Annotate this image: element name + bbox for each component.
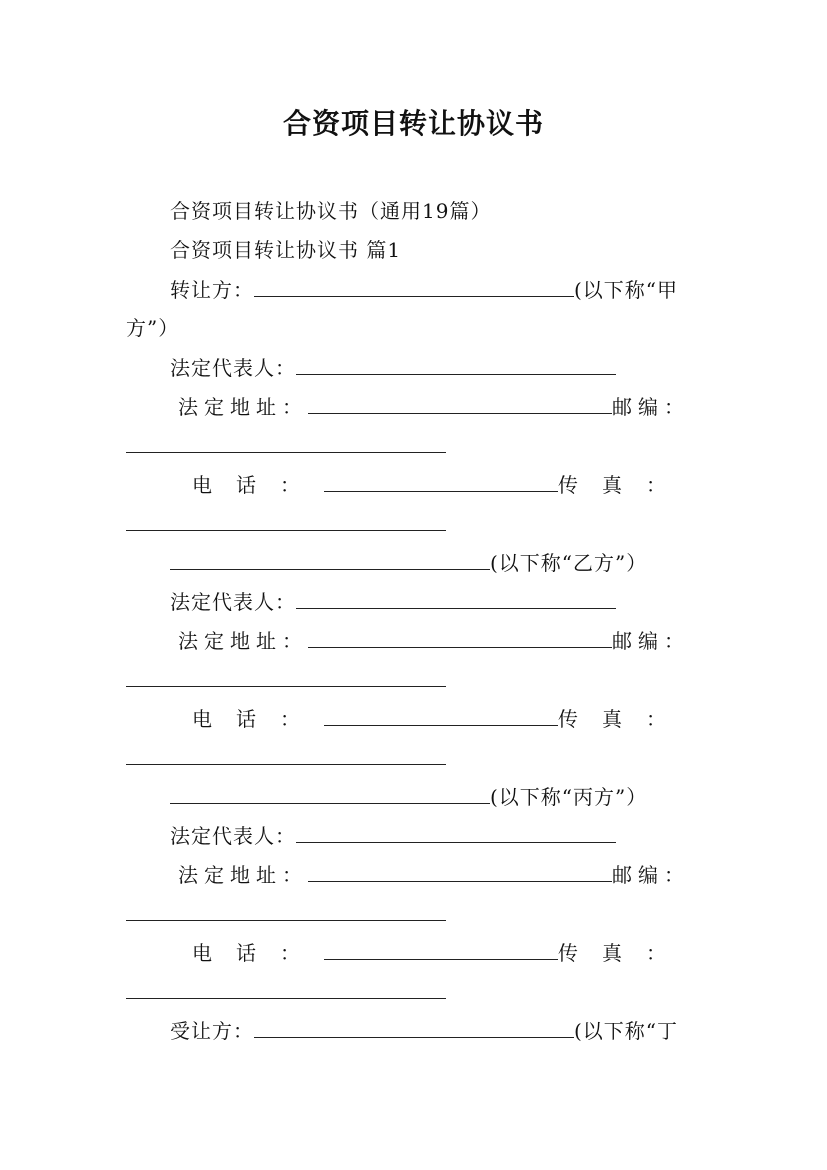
- yi-phone-row: [192, 705, 690, 732]
- jia-address-label: 法定地址：: [178, 395, 308, 419]
- transferee-label: 受让方：: [170, 1019, 254, 1043]
- jia-representative-row: [170, 354, 616, 381]
- yi-representative-row: [170, 588, 616, 615]
- yi-fax-row: [126, 744, 446, 771]
- bing-representative-blank: [296, 822, 616, 843]
- jia-phone-row: [192, 471, 690, 498]
- jia-postcode-blank: [126, 432, 446, 453]
- jia-address-blank: [308, 393, 612, 414]
- party-bing-row: [170, 783, 647, 810]
- party-bing-name-blank: [170, 783, 490, 804]
- bing-postcode-label: 邮编：: [612, 863, 690, 887]
- transferee-alias: (以下称“丁: [574, 1019, 679, 1043]
- transferor-alias-continued: 方”）: [126, 316, 180, 340]
- jia-representative-blank: [296, 354, 616, 375]
- jia-postcode-row: [126, 432, 446, 459]
- yi-address-label: 法定地址：: [178, 629, 308, 653]
- yi-postcode-blank: [126, 666, 446, 687]
- document-title: 合资项目转让协议书: [282, 107, 544, 140]
- transferor-label: 转让方：: [170, 278, 254, 302]
- yi-representative-label: 法定代表人：: [170, 590, 296, 614]
- transferee-name-blank: [254, 1017, 574, 1038]
- bing-address-blank: [308, 861, 612, 882]
- bing-fax-row: [126, 978, 446, 1005]
- bing-address-row: [178, 861, 690, 888]
- bing-address-label: 法定地址：: [178, 863, 308, 887]
- bing-representative-row: [170, 822, 616, 849]
- transferor-alias: (以下称“甲: [574, 278, 679, 302]
- bing-postcode-blank: [126, 900, 446, 921]
- bing-fax-blank: [126, 978, 446, 999]
- bing-fax-label: 传真：: [558, 941, 690, 965]
- jia-fax-row: [126, 510, 446, 537]
- jia-postcode-label: 邮编：: [612, 395, 690, 419]
- party-yi-alias: (以下称“乙方”）: [490, 551, 648, 575]
- yi-phone-blank: [324, 705, 558, 726]
- yi-address-blank: [308, 627, 612, 648]
- yi-fax-blank: [126, 744, 446, 765]
- yi-postcode-row: [126, 666, 446, 693]
- yi-representative-blank: [296, 588, 616, 609]
- transferor-name-blank: [254, 276, 574, 297]
- bing-postcode-row: [126, 900, 446, 927]
- jia-fax-blank: [126, 510, 446, 531]
- yi-fax-label: 传真：: [558, 707, 690, 731]
- bing-phone-label: 电话：: [192, 941, 324, 965]
- bing-representative-label: 法定代表人：: [170, 824, 296, 848]
- jia-address-row: [178, 393, 690, 420]
- bing-phone-blank: [324, 939, 558, 960]
- bing-phone-row: [192, 939, 690, 966]
- jia-phone-label: 电话：: [192, 473, 324, 497]
- section-heading: 合资项目转让协议书 篇1: [170, 238, 402, 262]
- transferee-row: [170, 1017, 678, 1044]
- document-subtitle: 合资项目转让协议书（通用19篇）: [170, 199, 492, 223]
- yi-postcode-label: 邮编：: [612, 629, 690, 653]
- jia-fax-label: 传真：: [558, 473, 690, 497]
- yi-phone-label: 电话：: [192, 707, 324, 731]
- yi-address-row: [178, 627, 690, 654]
- jia-representative-label: 法定代表人：: [170, 356, 296, 380]
- jia-phone-blank: [324, 471, 558, 492]
- transferor-row: [170, 276, 678, 303]
- party-yi-row: [170, 549, 647, 576]
- party-yi-name-blank: [170, 549, 490, 570]
- party-bing-alias: (以下称“丙方”）: [490, 785, 648, 809]
